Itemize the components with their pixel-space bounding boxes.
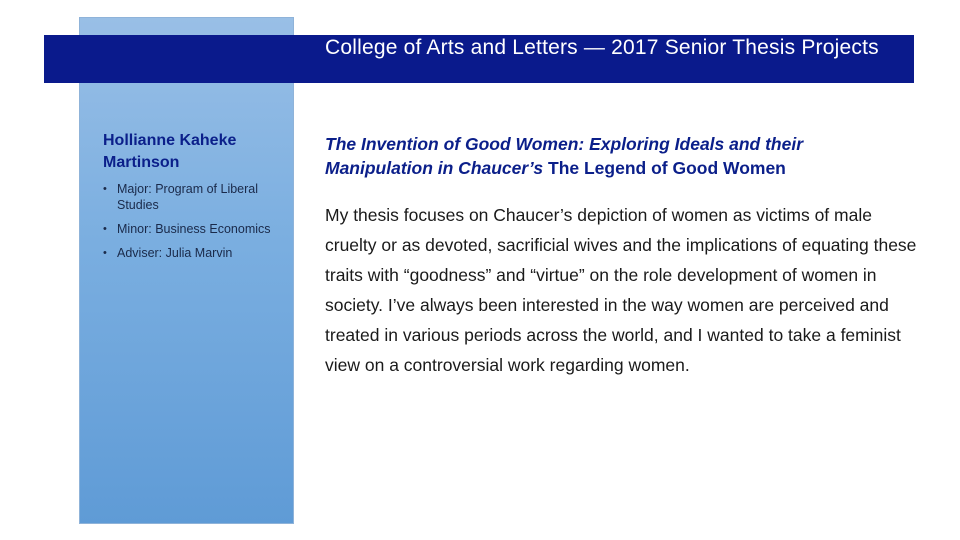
detail-major (103, 181, 273, 213)
thesis-title-work: The Legend of Good Women (548, 158, 786, 178)
thesis-abstract: My thesis focuses on Chaucer’s depiction of women as victims of male cruelty or as devoted, sacrificial wives and the implications of equating these traits with “goodness” and “virtue” on the role development of women in society. I’ve always been interested in the way women are perceived and treated in various periods across the world, and I wanted to take a feminist view on a controversial work regarding women. (325, 205, 917, 375)
thesis-title (325, 132, 915, 180)
detail-text: Minor: Business Economics (117, 222, 271, 236)
bullet-icon: • (103, 247, 107, 259)
student-details-list (103, 181, 273, 269)
bullet-icon: • (103, 183, 107, 195)
detail-adviser (103, 245, 273, 261)
detail-text: Adviser: Julia Marvin (117, 246, 233, 260)
page-title: College of Arts and Letters — 2017 Senior Thesis Projects (325, 36, 879, 59)
student-name: Hollianne Kaheke Martinson (103, 132, 237, 171)
detail-text: Major: Program of Liberal Studies (117, 182, 259, 212)
detail-minor (103, 221, 273, 237)
bullet-icon: • (103, 223, 107, 235)
sidebar-panel (79, 17, 294, 524)
thesis-title-italic: The Invention of Good Women: Exploring Ideals and their Manipulation in Chaucer’s (325, 134, 804, 178)
